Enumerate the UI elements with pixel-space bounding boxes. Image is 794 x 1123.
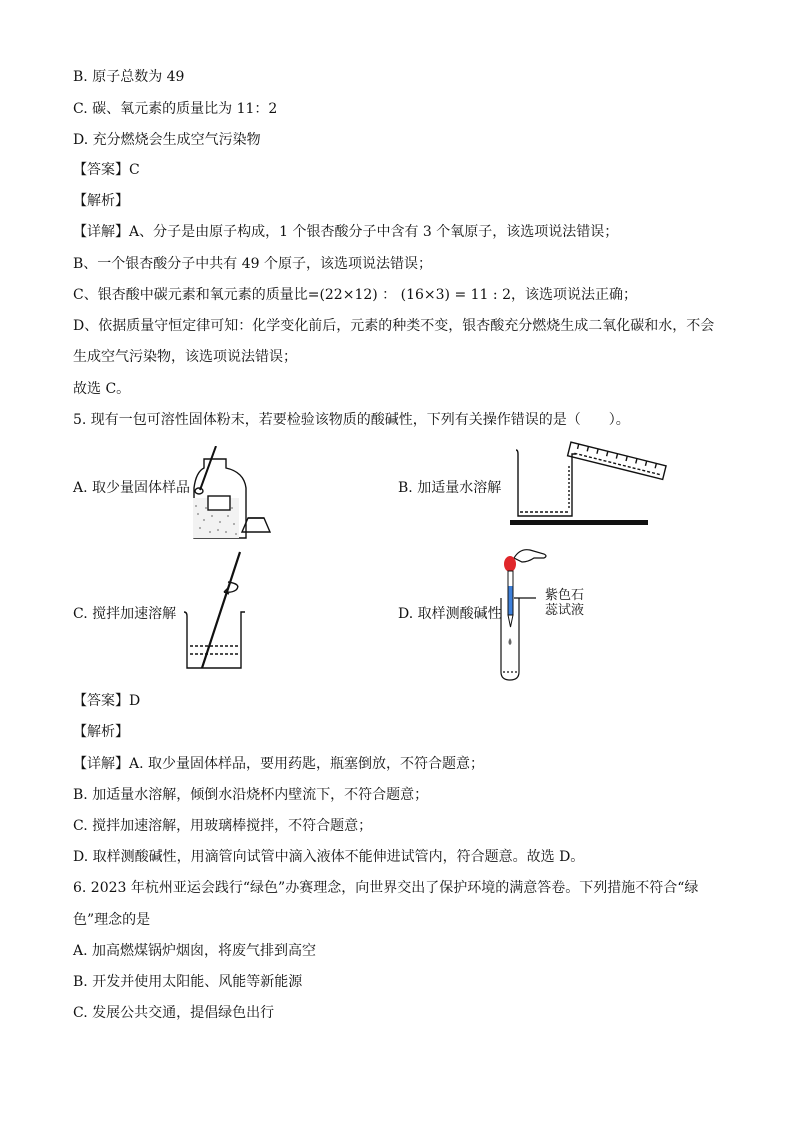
q6-option-a: A. 加高燃煤锅炉烟囱，将废气排到高空 — [73, 943, 317, 959]
q4-detail-c: C、银杏酸中碳元素和氧元素的质量比=(22×12) ： (16×3) = 11 : 2，该选项说法正确； — [73, 287, 637, 303]
q5-detail-d: D. 取样测酸碱性，用滴管向试管中滴入液体不能伸进试管内，符合题意。故选 D。 — [73, 849, 585, 865]
q5-detail-b: B. 加适量水溶解，倾倒水沿烧杯内壁流下，不符合题意； — [73, 787, 429, 803]
q5-detail-c: C. 搅拌加速溶解，用玻璃棒搅拌，不符合题意； — [73, 818, 373, 834]
reagent-label-line1: 紫色石 — [545, 588, 585, 603]
q4-detail-a: 【详解】A、分子是由原子构成，1 个银杏酸分子中含有 3 个氧原子，该选项说法错误； — [73, 224, 619, 240]
q4-option-c: C. 碳、氧元素的质量比为 11：2 — [73, 101, 278, 117]
pouring-water-figure — [510, 440, 675, 532]
stirring-beaker-figure — [180, 550, 270, 674]
q6-option-c: C. 发展公共交通，提倡绿色出行 — [73, 1005, 275, 1021]
q4-option-d: D. 充分燃烧会生成空气污染物 — [73, 132, 261, 148]
q5-analysis-heading: 【解析】 — [73, 724, 129, 740]
q4-option-b: B. 原子总数为 49 — [73, 69, 185, 85]
q5-option-d-label: D. 取样测酸碱性 — [398, 606, 502, 622]
q4-detail-d-line1: D、依据质量守恒定律可知：化学变化前后，元素的种类不变，银杏酸充分燃烧生成二氧化碳和水，不会 — [73, 318, 715, 334]
q6-stem-line2: 色”理念的是 — [73, 912, 151, 928]
q4-analysis-heading: 【解析】 — [73, 193, 129, 209]
q5-option-c-label: C. 搅拌加速溶解 — [73, 606, 177, 622]
q6-option-b: B. 开发并使用太阳能、风能等新能源 — [73, 974, 303, 990]
q5-option-a-label: A. 取少量固体样品 — [73, 480, 191, 496]
q4-answer: 【答案】C — [73, 162, 140, 178]
q4-detail-d-line2: 生成空气污染物，该选项说法错误； — [73, 349, 297, 365]
q5-option-b-label: B. 加适量水溶解 — [398, 480, 502, 496]
reagent-bottle-figure — [188, 446, 288, 542]
reagent-label-line2: 蕊试液 — [545, 603, 585, 618]
q5-stem: 5. 现有一包可溶性固体粉末，若要检验该物质的酸碱性，下列有关操作错误的是（ ）。 — [73, 412, 630, 428]
q4-detail-b: B、一个银杏酸分子中共有 49 个原子，该选项说法错误； — [73, 256, 433, 272]
q5-answer: 【答案】D — [73, 693, 141, 709]
q4-conclusion: 故选 C。 — [73, 381, 131, 397]
q5-detail-a: 【详解】A. 取少量固体样品，要用药匙，瓶塞倒放，不符合题意； — [73, 756, 485, 772]
q6-stem-line1: 6. 2023 年杭州亚运会践行“绿色”办赛理念，向世界交出了保护环境的满意答卷。下列措施不符合“绿 — [73, 880, 699, 896]
